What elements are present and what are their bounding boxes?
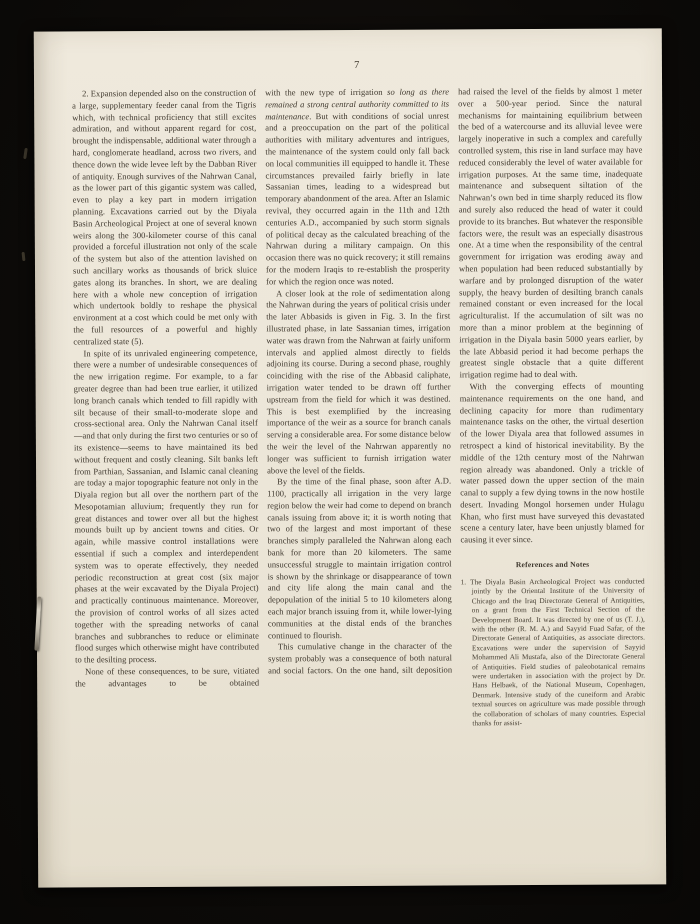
paragraph-text: . But with conditions of social unrest and a preoccupation on the part of the political authorities with military adventures and intrigues, the maintenance of the system could only fall back on local communities ill equipped to handle it. These circumstances prevailed fairly briefly in late Sassanian times, leading to a widespread but temporary abandonment of the area. After an Islamic revival, they occurred again in the 11th and 12th centuries A.D., accompanied by such storm signals of political decay as the calculated breaching of the Nahrwan during a military campaign. On this occasion there was no quick recovery; it still remains for the modern Iraqis to re-establish the prosperity for which the region once was noted. <box>265 110 451 287</box>
text-column-3 <box>458 85 646 868</box>
paragraph: A closer look at the role of sedimentation along the Nahrwan during the years of political crisis under the later Abbasids is given in Fig. 3. In the first illustrated phase, in late Sassanian times, irrigation water was drawn from the Nahrwan at fairly uniform intervals and applied almost directly to fields adjoining its course. During a second phase, roughly coinciding with the rise of the Abbasid caliphate, irrigation water tended to be drawn off further upstream from the field for which it was destined. This is best exemplified by the increasing importance of the weir as a source for branch canals serving a considerable area. For some distance below the weir the level of the Nahrwan apparently no longer was sufficient to furnish irrigation water above the level of the fields. <box>266 287 452 475</box>
edge-artifact <box>22 252 26 261</box>
paragraph: had raised the level of the fields by almost 1 meter over a 500-year period. Since the natural mechanisms for maintaining equilibrium between the bed of a watercourse and its alluvial levee were largely inoperative in such a complex and carefully controlled system, this rise in land surface may have reduced considerably the level of water available for irrigation purposes. At the same time, inadequate maintenance and subsequent siltation of the Nahrwan’s own bed in time sharply reduced its flow and surely also reduced the head of water it could provide to its branches. But whatever the responsible factors were, the result was an especially disastrous one. At a time when the responsibility of the central government for irrigation was eroding away and when population had been reduced substantially by warfare and by prolonged disruption of the water supply, the heavy burden of desilting branch canals remained constant or even increased for the local agriculturalist. If the accumulation of silt was no more than a minor problem at the beginning of irrigation in the Diyala basin 5000 years earlier, by the late Abbasid period it had become perhaps the greatest single obstacle that a quite different irrigation regime had to deal with. <box>458 85 644 380</box>
paragraph: In spite of its unrivaled engineering competence, there were a number of undesirable consequences of the new irrigation regime. For example, to a far greater degree than had been true earlier, it utilized long branch canals which tended to fill rapidly with silt because of their small-to-moderate slope and cross-sectional area. Only the Nahrwan Canal itself—and that only during the first two centuries or so of its existence—seems to have maintained its bed without frequent and costly cleaning. Silt banks left from Parthian, Sassanian, and Islamic canal cleaning are today a major topographic feature not only in the Diyala region but all over the northern part of the Mesopotamian alluvium; frequently they run for great distances and tower over all but the highest mounds built up by ancient towns and cities. Or again, while massive control installations were essential if such a complex and interdependent system was to operate effectively, they needed periodic reconstruction at great cost (six major phases at the weir excavated by the Diyala Project) and practically continuous maintenance. Moreover, the provision of control works of all sizes acted together with the spreading networks of canal branches and subbranches to reduce or eliminate flood surges which otherwise might have contributed to the desilting process. <box>73 347 260 665</box>
text-columns <box>72 85 646 870</box>
paragraph: None of these consequences, to be sure, vitiated the advantages to be obtained <box>75 665 260 689</box>
reference-text: The Diyala Basin Archeological Project was conducted jointly by the Oriental Institute of the University of Chicago and the Iraq Directorate General of Antiquities, on a grant from the First Technical Section of the Development Board. It was directed by one of us (T. J.), with the other (R. M. A.) and Sayyid Fuad Safar, of the Directorate General of Antiquities, as associate directors. Excavations were under the supervision of Sayyid Mohammed Ali Mustafa, also of the Directorate General of Antiquities. Field studies of paleobotanical remains were undertaken in association with the project by Dr. Hans Helbaek, of the National Museum, Copenhagen, Denmark. Intensive study of the cuneiform and Arabic textual sources on agriculture was made possible through the collaboration of scholars of many countries. Especial thanks for assist- <box>470 577 646 728</box>
references-heading: References and Notes <box>515 559 590 570</box>
paragraph: With the converging effects of mounting maintenance requirements on the one hand, and declining capacity for more than rudimentary maintenance tasks on the other, the virtual desertion of the lower Diyala area that followed assumes in retrospect a kind of historical inevitability. By the middle of the 12th century most of the Nahrwan region already was abandoned. Only a trickle of water passed down the upper section of the main canal to supply a few dying towns in the now hostile desert. Invading Mongol horsemen under Hulagu Khan, who first must have surveyed this devastated scene a century later, have been unjustly blamed for causing it ever since. <box>459 380 645 545</box>
edge-artifact <box>23 148 28 159</box>
page-number: 7 <box>354 59 360 71</box>
paragraph: 2. Expansion depended also on the construction of a large, supplementary feeder canal from the Tigris which, with technical proficiency that still excites admiration, and without apparent regard for cost, brought the indispensable, additional water through a hard, conglomerate headland, across two rivers, and thence down the wide levee left by the Dabban River of antiquity. Enough survives of the Nahrwan Canal, as the lower part of this gigantic system was called, even to play a key part in modern irrigation planning. Excavations carried out by the Diyala Basin Archeological Project at one of several known weirs along the 300-kilometer course of this canal provided a forceful illustration not only of the scale of the system but also of the attention lavished on such ancillary works as thousands of brick sluice gates along its branches. In short, we are dealing here with a whole new conception of irrigation which undertook boldly to reshape the physical environment at a cost which could be met only with the full resources of a powerful and highly centralized state (5). <box>72 87 258 347</box>
reference-item <box>461 577 646 728</box>
paragraph: By the time of the final phase, soon after A.D. 1100, practically all irrigation in the very large region below the weir had come to depend on branch canals issuing from above it; it is worth noting that two of the largest and most important of these branches simply paralleled the Nahrwan along each bank for more than 20 kilometers. The same unsuccessful struggle to maintain irrigation control is shown by the shrinkage or disappearance of town and city life along the main canal and the depopulation of the initial 5 to 10 kilometers along each major branch issuing from it, while lower-lying communities at the distal ends of the branches continued to flourish. <box>267 475 452 641</box>
document-page <box>34 28 666 887</box>
italic-phrase: so long as there remained a strong central authority committed to its maintenance <box>265 86 450 122</box>
reference-number: 1. <box>460 578 467 587</box>
paragraph-text: with the new type of irrigation <box>265 86 388 98</box>
staple <box>34 597 41 651</box>
text-column-1 <box>72 87 260 870</box>
text-column-2 <box>265 86 453 869</box>
paragraph <box>265 86 450 288</box>
paragraph: This cumulative change in the character of the system probably was a consequence of both natural and social factors. On the one hand, silt deposition <box>268 640 453 676</box>
